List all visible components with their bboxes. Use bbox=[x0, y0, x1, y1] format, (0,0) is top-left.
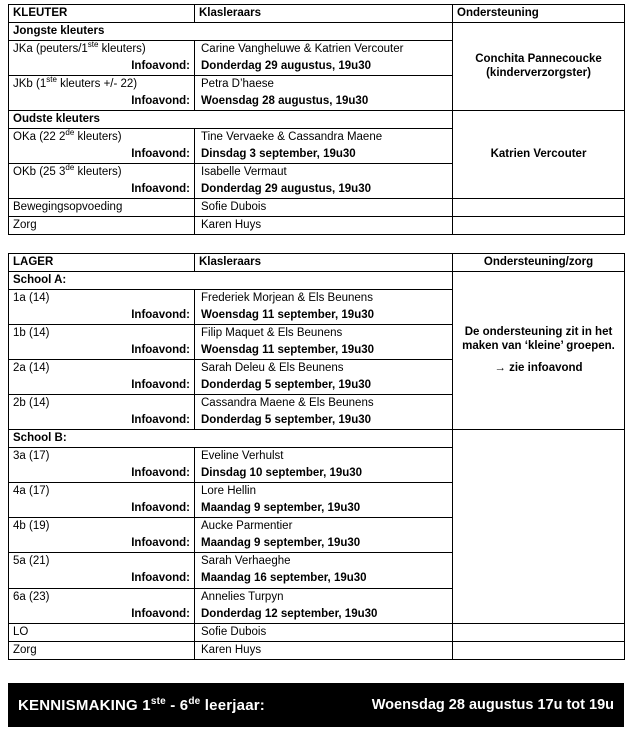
class-label-2b: 2b (14) bbox=[9, 395, 195, 413]
class-label-5a: 5a (21) bbox=[9, 553, 195, 571]
support-school-a-arrow: → zie infoavond bbox=[494, 362, 583, 375]
info-label-6a: Infoavond: bbox=[9, 606, 195, 624]
teachers-lo: Sofie Dubois bbox=[195, 623, 453, 641]
teachers-2a: Sarah Deleu & Els Beunens bbox=[195, 360, 453, 378]
lager-section-school-a bbox=[9, 272, 625, 290]
table-row bbox=[9, 641, 625, 659]
info-label-okb: Infoavond: bbox=[9, 181, 195, 199]
kleuter-header-col2: Klasleraars bbox=[195, 5, 453, 23]
teachers-zorg-lager: Karen Huys bbox=[195, 641, 453, 659]
teachers-6a: Annelies Turpyn bbox=[195, 588, 453, 606]
info-value-2a: Donderdag 5 september, 19u30 bbox=[195, 377, 453, 395]
info-value-2b: Donderdag 5 september, 19u30 bbox=[195, 412, 453, 430]
info-label-4a: Infoavond: bbox=[9, 500, 195, 518]
class-label-zorg-kleuter: Zorg bbox=[9, 217, 195, 235]
support-school-a bbox=[453, 272, 625, 430]
info-label-4b: Infoavond: bbox=[9, 535, 195, 553]
class-label-jka: JKa (peuters/1ste kleuters) bbox=[9, 41, 195, 59]
sup-de: de bbox=[188, 695, 201, 707]
sup-ste: ste bbox=[150, 695, 166, 707]
teachers-zorg-kleuter: Karen Huys bbox=[195, 217, 453, 235]
info-label-1a: Infoavond: bbox=[9, 307, 195, 325]
info-value-6a: Donderdag 12 september, 19u30 bbox=[195, 606, 453, 624]
table-row bbox=[9, 623, 625, 641]
info-value-4a: Maandag 9 september, 19u30 bbox=[195, 500, 453, 518]
kleuter-section-oudste bbox=[9, 111, 625, 129]
section-label-school-a: School A: bbox=[9, 272, 453, 290]
sup-ste: ste bbox=[87, 40, 99, 50]
kleuter-section-jongste bbox=[9, 23, 625, 41]
info-value-jka: Donderdag 29 augustus, 19u30 bbox=[195, 58, 453, 76]
sup-de: de bbox=[65, 128, 75, 138]
info-label-1b: Infoavond: bbox=[9, 342, 195, 360]
class-label-bewegingsopvoeding: Bewegingsopvoeding bbox=[9, 199, 195, 217]
teachers-1a: Frederiek Morjean & Els Beunens bbox=[195, 290, 453, 308]
table-spacer bbox=[8, 235, 624, 253]
info-value-jkb: Woensdag 28 augustus, 19u30 bbox=[195, 93, 453, 111]
info-label-oka: Infoavond: bbox=[9, 146, 195, 164]
teachers-okb: Isabelle Vermaut bbox=[195, 164, 453, 182]
info-label-3a: Infoavond: bbox=[9, 465, 195, 483]
teachers-1b: Filip Maquet & Els Beunens bbox=[195, 325, 453, 343]
teachers-5a: Sarah Verhaeghe bbox=[195, 553, 453, 571]
sup-de: de bbox=[65, 163, 75, 173]
kennismaking-banner bbox=[8, 683, 624, 727]
teachers-jkb: Petra D’haese bbox=[195, 76, 453, 94]
class-label-4b: 4b (19) bbox=[9, 518, 195, 536]
info-value-3a: Dinsdag 10 september, 19u30 bbox=[195, 465, 453, 483]
class-label-1b: 1b (14) bbox=[9, 325, 195, 343]
support-bewegingsopvoeding bbox=[453, 199, 625, 217]
table-row bbox=[9, 217, 625, 235]
support-zorg-lager bbox=[453, 641, 625, 659]
support-lo bbox=[453, 623, 625, 641]
info-label-2b: Infoavond: bbox=[9, 412, 195, 430]
info-value-4b: Maandag 9 september, 19u30 bbox=[195, 535, 453, 553]
teachers-jka: Carine Vangheluwe & Katrien Vercouter bbox=[195, 41, 453, 59]
class-label-jkb: JKb (1ste kleuters +/- 22) bbox=[9, 76, 195, 94]
teachers-oka: Tine Vervaeke & Cassandra Maene bbox=[195, 129, 453, 147]
class-label-4a: 4a (17) bbox=[9, 483, 195, 501]
lager-header-col3: Ondersteuning/zorg bbox=[453, 254, 625, 272]
teachers-3a: Eveline Verhulst bbox=[195, 448, 453, 466]
class-label-lo: LO bbox=[9, 623, 195, 641]
lager-header-col1: LAGER bbox=[9, 254, 195, 272]
info-label-5a: Infoavond: bbox=[9, 570, 195, 588]
teachers-bewegingsopvoeding: Sofie Dubois bbox=[195, 199, 453, 217]
class-label-1a: 1a (14) bbox=[9, 290, 195, 308]
kleuter-header-col1: KLEUTER bbox=[9, 5, 195, 23]
kleuter-table-header-row bbox=[9, 5, 625, 23]
class-label-6a: 6a (23) bbox=[9, 588, 195, 606]
banner-title: KENNISMAKING 1ste - 6de leerjaar: bbox=[18, 695, 265, 714]
kleuter-table bbox=[8, 4, 625, 235]
lager-section-school-b bbox=[9, 430, 625, 448]
teachers-2b: Cassandra Maene & Els Beunens bbox=[195, 395, 453, 413]
support-school-b bbox=[453, 430, 625, 623]
section-label-jongste: Jongste kleuters bbox=[9, 23, 453, 41]
table-row bbox=[9, 199, 625, 217]
kleuter-header-col3: Ondersteuning bbox=[453, 5, 625, 23]
support-school-a-text: De ondersteuning zit in het maken van ‘kleine’ groepen. bbox=[462, 326, 615, 353]
info-value-1a: Woensdag 11 september, 19u30 bbox=[195, 307, 453, 325]
section-label-oudste: Oudste kleuters bbox=[9, 111, 453, 129]
info-value-oka: Dinsdag 3 september, 19u30 bbox=[195, 146, 453, 164]
sup-ste: ste bbox=[46, 75, 57, 85]
info-label-jkb: Infoavond: bbox=[9, 93, 195, 111]
class-label-oka: OKa (22 2de kleuters) bbox=[9, 129, 195, 147]
info-label-2a: Infoavond: bbox=[9, 377, 195, 395]
class-label-zorg-lager: Zorg bbox=[9, 641, 195, 659]
class-label-okb: OKb (25 3de kleuters) bbox=[9, 164, 195, 182]
support-zorg-kleuter bbox=[453, 217, 625, 235]
info-label-jka: Infoavond: bbox=[9, 58, 195, 76]
class-label-3a: 3a (17) bbox=[9, 448, 195, 466]
banner-date: Woensdag 28 augustus 17u tot 19u bbox=[371, 697, 614, 713]
lager-table-header-row bbox=[9, 254, 625, 272]
teachers-4a: Lore Hellin bbox=[195, 483, 453, 501]
lager-table bbox=[8, 253, 625, 659]
teachers-4b: Aucke Parmentier bbox=[195, 518, 453, 536]
support-jongste: Conchita Pannecoucke (kinderverzorgster) bbox=[453, 23, 625, 111]
info-value-5a: Maandag 16 september, 19u30 bbox=[195, 570, 453, 588]
lager-header-col2: Klasleraars bbox=[195, 254, 453, 272]
support-oudste: Katrien Vercouter bbox=[453, 111, 625, 199]
info-value-1b: Woensdag 11 september, 19u30 bbox=[195, 342, 453, 360]
info-value-okb: Donderdag 29 augustus, 19u30 bbox=[195, 181, 453, 199]
section-label-school-b: School B: bbox=[9, 430, 453, 448]
class-label-2a: 2a (14) bbox=[9, 360, 195, 378]
